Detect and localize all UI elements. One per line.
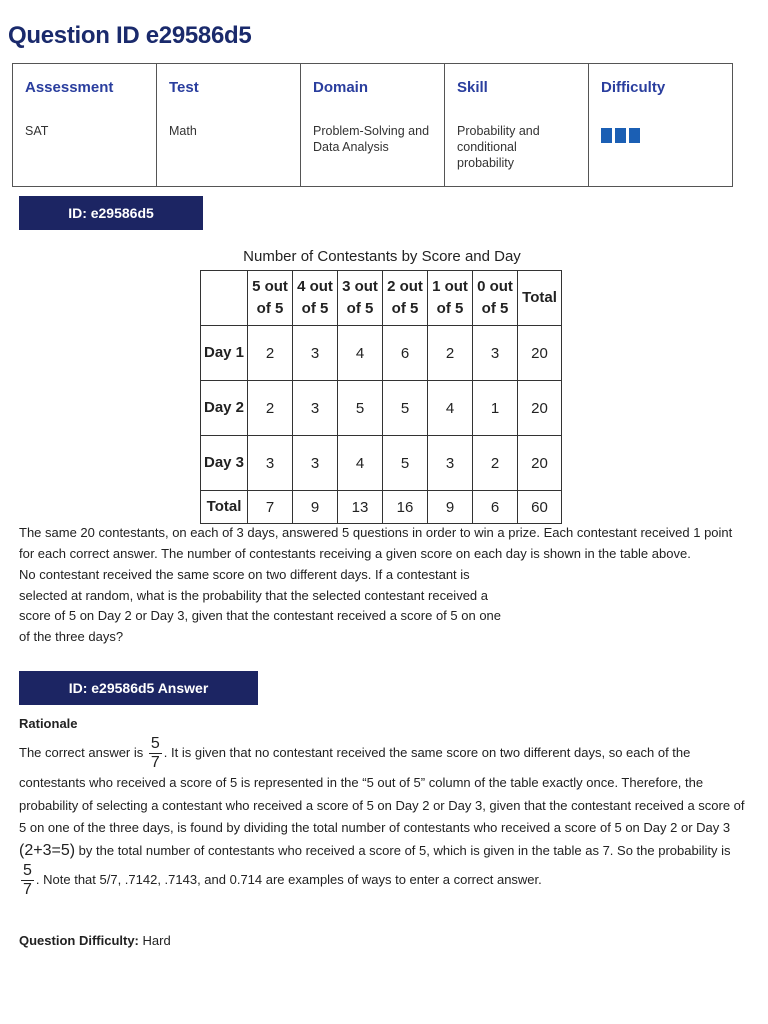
row-header: Day 2 — [201, 381, 248, 436]
col-header: Total — [518, 271, 562, 326]
table-cell: 3 — [293, 326, 338, 381]
table-cell: 13 — [338, 491, 383, 524]
col-header: 4 out of 5 — [293, 271, 338, 326]
table-cell: 3 — [473, 326, 518, 381]
table-cell: 3 — [248, 436, 293, 491]
table-row — [201, 436, 562, 491]
table-cell: 2 — [428, 326, 473, 381]
meta-skill — [445, 64, 589, 187]
table-cell: 4 — [428, 381, 473, 436]
table-cell: 6 — [383, 326, 428, 381]
meta-header: Domain — [313, 79, 369, 96]
fraction-denominator: 7 — [23, 881, 32, 898]
difficulty-value: Hard — [142, 933, 171, 948]
table-cell: 20 — [518, 326, 562, 381]
meta-header: Assessment — [25, 79, 114, 96]
meta-domain — [301, 64, 445, 187]
table-cell: 2 — [473, 436, 518, 491]
sum-expression: (2+3=5) — [19, 841, 76, 859]
row-header: Total — [201, 491, 248, 524]
col-header: 1 out of 5 — [428, 271, 473, 326]
table-cell: 2 — [248, 326, 293, 381]
page-title: Question ID e29586d5 — [8, 22, 252, 49]
table-cell: 4 — [338, 436, 383, 491]
score-table — [200, 270, 562, 524]
table-cell: 9 — [293, 491, 338, 524]
table-cell: 1 — [473, 381, 518, 436]
meta-difficulty — [589, 64, 733, 187]
question-difficulty — [19, 933, 171, 948]
table-cell: 60 — [518, 491, 562, 524]
meta-header: Skill — [457, 79, 488, 96]
question-id-tag: ID: e29586d5 — [19, 196, 203, 230]
meta-test — [157, 64, 301, 187]
question-text-intro: The same 20 contestants, on each of 3 days, answered 5 questions in order to win a prize. Each contestant received 1 point for each correct answer. The number of contestants receiving a given score on each day is shown in the table above. — [19, 525, 733, 561]
rationale-text-4: . Note that 5/7, .7142, .7143, and 0.714 are examples of ways to enter a correct answer. — [35, 871, 542, 887]
table-cell: 9 — [428, 491, 473, 524]
col-header: 3 out of 5 — [338, 271, 383, 326]
fraction-numerator: 5 — [150, 735, 160, 752]
question-meta-table — [12, 63, 733, 187]
table-row — [201, 326, 562, 381]
table-corner — [201, 271, 248, 326]
table-cell: 4 — [338, 326, 383, 381]
difficulty-bars — [601, 128, 720, 143]
meta-value: SAT — [25, 124, 49, 138]
table-cell: 3 — [293, 381, 338, 436]
table-row — [201, 381, 562, 436]
difficulty-bar — [629, 128, 640, 143]
table-cell: 20 — [518, 381, 562, 436]
meta-value: Problem-Solving and Data Analysis — [313, 124, 430, 154]
rationale-text-3: by the total number of contestants who received a score of 5, which is given in the table as 7. So the probability is — [78, 842, 731, 858]
rationale-text-2: . It is given that no contestant received the same score on two different days, so each of the contestants who received a score of 5 is represented in the “5 out of 5” column of the table exactly once. Therefore, the probability of selecting a contestant who received a score of 5 on Day 2 or Day 3, given that the contestant received a score of 5 on one of the three days, is found by dividing the total number of contestants who received a score of 5 on Day 2 or Day 3 — [19, 744, 745, 835]
col-header: 5 out of 5 — [248, 271, 293, 326]
answer-id-tag: ID: e29586d5 Answer — [19, 671, 258, 705]
table-cell: 2 — [248, 381, 293, 436]
table-cell: 3 — [293, 436, 338, 491]
meta-header: Test — [169, 79, 199, 96]
table-caption: Number of Contestants by Score and Day — [243, 248, 521, 265]
meta-value: Probability and conditional probability — [457, 124, 540, 170]
table-cell: 6 — [473, 491, 518, 524]
rationale-text-1: The correct answer is — [19, 744, 144, 760]
table-cell: 5 — [383, 381, 428, 436]
table-cell: 7 — [248, 491, 293, 524]
difficulty-label: Question Difficulty: — [19, 933, 139, 948]
table-cell: 16 — [383, 491, 428, 524]
difficulty-bar — [615, 128, 626, 143]
meta-header: Difficulty — [601, 79, 666, 96]
fraction-denominator: 7 — [150, 754, 160, 771]
table-cell: 5 — [383, 436, 428, 491]
fraction-numerator: 5 — [23, 862, 32, 879]
meta-value: Math — [169, 124, 197, 138]
answer-fraction — [149, 735, 162, 772]
table-row-total — [201, 491, 562, 524]
row-header: Day 1 — [201, 326, 248, 381]
rationale-heading: Rationale — [19, 716, 78, 731]
meta-assessment — [13, 64, 157, 187]
rationale-text — [19, 735, 749, 899]
difficulty-bar — [601, 128, 612, 143]
col-header: 2 out of 5 — [383, 271, 428, 326]
col-header: 0 out of 5 — [473, 271, 518, 326]
table-cell: 3 — [428, 436, 473, 491]
question-text-prompt: No contestant received the same score on two different days. If a contestant is selected at random, what is the probability that the selected contestant received a score of 5 on Day 2 or Day 3, given that the contestant received a score of 5 on one of the three days? — [19, 567, 502, 644]
table-cell: 20 — [518, 436, 562, 491]
table-cell: 5 — [338, 381, 383, 436]
answer-fraction-2 — [21, 862, 34, 899]
row-header: Day 3 — [201, 436, 248, 491]
